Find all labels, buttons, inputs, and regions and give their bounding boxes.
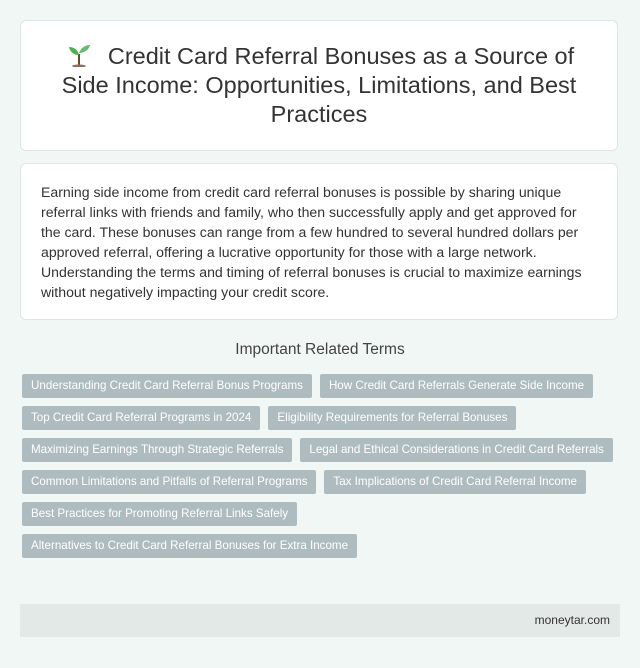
footer	[20, 604, 620, 637]
sprout-icon	[64, 43, 94, 67]
related-term-tag[interactable]: Eligibility Requirements for Referral Bonuses	[268, 406, 516, 430]
description-text: Earning side income from credit card referral bonuses is possible by sharing unique referral links with friends and family, who then successfully apply and get approved for the card. These bonuses can range from a few hundred to several hundred dollars per approved referral, offering a lucrative opportunity for those with a large network. Understanding the terms and timing of referral bonuses is crucial to maximize earnings without negatively impacting your credit score.	[41, 184, 582, 300]
related-term-tag[interactable]: Best Practices for Promoting Referral Links Safely	[22, 502, 297, 526]
related-term-tag[interactable]: Maximizing Earnings Through Strategic Referrals	[22, 438, 292, 462]
footer-site[interactable]: moneytar.com	[534, 613, 610, 627]
title-card	[20, 20, 618, 151]
page-title-text: Credit Card Referral Bonuses as a Source of Side Income: Opportunities, Limitations, and Best Practices	[61, 43, 577, 127]
related-term-tag[interactable]: Legal and Ethical Considerations in Credit Card Referrals	[300, 438, 613, 462]
related-term-tag[interactable]: Common Limitations and Pitfalls of Referral Programs	[22, 470, 316, 494]
related-term-tag[interactable]: Top Credit Card Referral Programs in 2024	[22, 406, 260, 430]
related-term-tag[interactable]: Understanding Credit Card Referral Bonus Programs	[22, 374, 312, 398]
related-terms-heading: Important Related Terms	[235, 341, 405, 358]
page-title	[21, 42, 617, 129]
related-term-tag[interactable]: Alternatives to Credit Card Referral Bonuses for Extra Income	[22, 534, 357, 558]
related-term-tag[interactable]: Tax Implications of Credit Card Referral Income	[324, 470, 586, 494]
related-terms-list	[22, 374, 622, 566]
related-term-tag[interactable]: How Credit Card Referrals Generate Side Income	[320, 374, 593, 398]
description-card	[20, 163, 618, 320]
